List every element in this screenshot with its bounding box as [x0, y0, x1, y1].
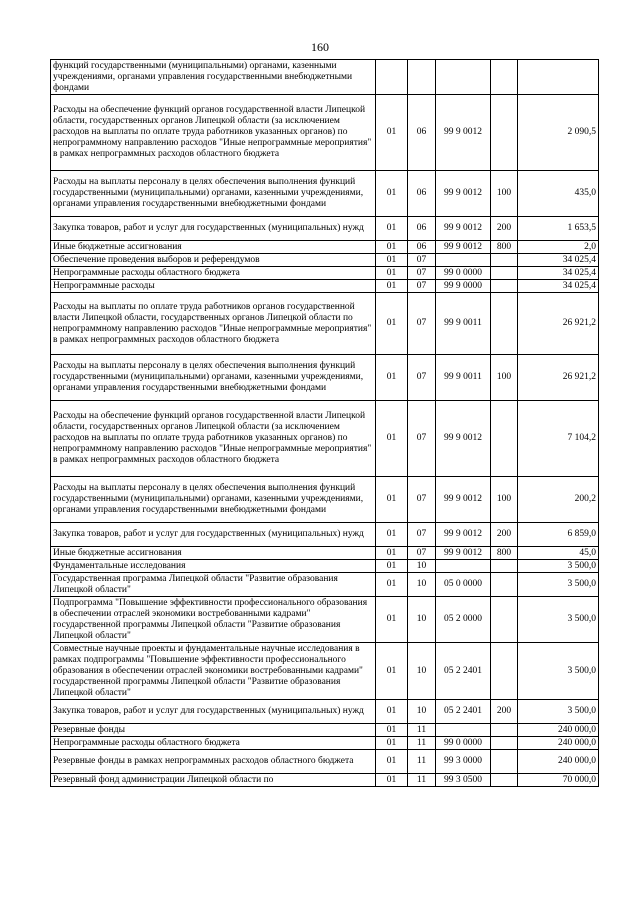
- amount-cell: 435,0: [518, 171, 599, 217]
- table-row: [51, 547, 599, 560]
- target-item-code-cell: 99 0 0000: [436, 267, 491, 280]
- expense-type-code-cell: 200: [491, 217, 518, 241]
- expense-type-code-cell: 100: [491, 355, 518, 401]
- row-name-cell: Подпрограмма "Повышение эффективности профессионального образования в обеспечении отраслей экономики востребованными кадрами" государственной программы Липецкой области "Развитие образования Липецкой области": [51, 597, 376, 643]
- row-name-cell: Резервные фонды в рамках непрограммных расходов областного бюджета: [51, 750, 376, 774]
- amount-cell: 1 653,5: [518, 217, 599, 241]
- subsection-code-cell: 10: [408, 560, 436, 573]
- amount-cell: 3 500,0: [518, 700, 599, 724]
- row-name-cell: Непрограммные расходы областного бюджета: [51, 267, 376, 280]
- subsection-code-cell: 07: [408, 523, 436, 547]
- row-name-cell: Закупка товаров, работ и услуг для государственных (муниципальных) нужд: [51, 217, 376, 241]
- row-name-cell: Закупка товаров, работ и услуг для государственных (муниципальных) нужд: [51, 700, 376, 724]
- target-item-code-cell: 99 9 0000: [436, 280, 491, 293]
- expense-type-code-cell: [491, 254, 518, 267]
- expense-type-code-cell: [491, 774, 518, 787]
- amount-cell: 70 000,0: [518, 774, 599, 787]
- section-code-cell: 01: [376, 643, 408, 700]
- table-row: [51, 241, 599, 254]
- row-name-cell: Непрограммные расходы: [51, 280, 376, 293]
- subsection-code-cell: 10: [408, 573, 436, 597]
- amount-cell: 45,0: [518, 547, 599, 560]
- row-name-cell: Обеспечение проведения выборов и референдумов: [51, 254, 376, 267]
- section-code-cell: 01: [376, 95, 408, 171]
- table-row: [51, 60, 599, 95]
- expense-type-code-cell: [491, 573, 518, 597]
- amount-cell: 240 000,0: [518, 750, 599, 774]
- target-item-code-cell: [436, 254, 491, 267]
- section-code-cell: 01: [376, 171, 408, 217]
- target-item-code-cell: [436, 560, 491, 573]
- expense-type-code-cell: 100: [491, 171, 518, 217]
- table-row: [51, 597, 599, 643]
- expense-type-code-cell: [491, 750, 518, 774]
- amount-cell: 34 025,4: [518, 267, 599, 280]
- section-code-cell: 01: [376, 724, 408, 737]
- expense-type-code-cell: [491, 643, 518, 700]
- table-row: [51, 643, 599, 700]
- table-row: [51, 217, 599, 241]
- subsection-code-cell: 07: [408, 254, 436, 267]
- section-code-cell: 01: [376, 267, 408, 280]
- target-item-code-cell: [436, 724, 491, 737]
- row-name-cell: Иные бюджетные ассигнования: [51, 547, 376, 560]
- amount-cell: [518, 60, 599, 95]
- section-code-cell: 01: [376, 700, 408, 724]
- table-row: [51, 171, 599, 217]
- row-name-cell: Резервный фонд администрации Липецкой области по: [51, 774, 376, 787]
- section-code-cell: 01: [376, 293, 408, 355]
- section-code-cell: 01: [376, 547, 408, 560]
- expense-type-code-cell: [491, 280, 518, 293]
- table-row: [51, 523, 599, 547]
- target-item-code-cell: 99 9 0012: [436, 171, 491, 217]
- section-code-cell: 01: [376, 254, 408, 267]
- row-name-cell: функций государственными (муниципальными) органами, казенными учреждениями, органами управления государственными внебюджетными фондами: [51, 60, 376, 95]
- target-item-code-cell: 99 3 0500: [436, 774, 491, 787]
- expense-type-code-cell: [491, 401, 518, 477]
- target-item-code-cell: 99 0 0000: [436, 737, 491, 750]
- subsection-code-cell: 06: [408, 171, 436, 217]
- subsection-code-cell: 06: [408, 241, 436, 254]
- target-item-code-cell: 05 2 0000: [436, 597, 491, 643]
- subsection-code-cell: 06: [408, 95, 436, 171]
- amount-cell: 3 500,0: [518, 573, 599, 597]
- subsection-code-cell: 07: [408, 477, 436, 523]
- target-item-code-cell: 05 0 0000: [436, 573, 491, 597]
- row-name-cell: Расходы на выплаты по оплате труда работников органов государственной власти Липецкой области, государственных органов Липецкой области по непрограммному направлению расходов "Иные непрограммные мероприятия" в рамках непрограммных расходов областного бюджета: [51, 293, 376, 355]
- expense-type-code-cell: [491, 95, 518, 171]
- target-item-code-cell: 99 9 0012: [436, 217, 491, 241]
- subsection-code-cell: 11: [408, 737, 436, 750]
- amount-cell: 3 500,0: [518, 643, 599, 700]
- subsection-code-cell: 07: [408, 267, 436, 280]
- section-code-cell: 01: [376, 560, 408, 573]
- subsection-code-cell: 11: [408, 774, 436, 787]
- target-item-code-cell: 99 3 0000: [436, 750, 491, 774]
- target-item-code-cell: 99 9 0012: [436, 523, 491, 547]
- target-item-code-cell: 99 9 0011: [436, 293, 491, 355]
- row-name-cell: Резервные фонды: [51, 724, 376, 737]
- target-item-code-cell: 05 2 2401: [436, 700, 491, 724]
- amount-cell: 200,2: [518, 477, 599, 523]
- subsection-code-cell: 07: [408, 401, 436, 477]
- table-row: [51, 267, 599, 280]
- table-row: [51, 724, 599, 737]
- table-row: [51, 254, 599, 267]
- amount-cell: 26 921,2: [518, 293, 599, 355]
- table-row: [51, 280, 599, 293]
- subsection-code-cell: 07: [408, 547, 436, 560]
- subsection-code-cell: 07: [408, 355, 436, 401]
- section-code-cell: 01: [376, 737, 408, 750]
- row-name-cell: Расходы на обеспечение функций органов государственной власти Липецкой области, государственных органов Липецкой области (за исключением расходов на выплаты по оплате труда работников указанных органов) по непрограммному направлению расходов "Иные непрограммные мероприятия" в рамках непрограммных расходов областного бюджета: [51, 401, 376, 477]
- row-name-cell: Расходы на выплаты персоналу в целях обеспечения выполнения функций государственными (муниципальными) органами, казенными учреждениями, органами управления государственными внебюджетными фондами: [51, 171, 376, 217]
- section-code-cell: 01: [376, 597, 408, 643]
- section-code-cell: [376, 60, 408, 95]
- section-code-cell: 01: [376, 280, 408, 293]
- expense-type-code-cell: 200: [491, 700, 518, 724]
- section-code-cell: 01: [376, 355, 408, 401]
- subsection-code-cell: 10: [408, 643, 436, 700]
- section-code-cell: 01: [376, 523, 408, 547]
- subsection-code-cell: 07: [408, 280, 436, 293]
- target-item-code-cell: 99 9 0012: [436, 547, 491, 560]
- target-item-code-cell: 99 9 0012: [436, 477, 491, 523]
- target-item-code-cell: 99 9 0011: [436, 355, 491, 401]
- target-item-code-cell: 99 9 0012: [436, 241, 491, 254]
- table-row: [51, 737, 599, 750]
- expense-type-code-cell: 100: [491, 477, 518, 523]
- target-item-code-cell: 05 2 2401: [436, 643, 491, 700]
- target-item-code-cell: 99 9 0012: [436, 95, 491, 171]
- section-code-cell: 01: [376, 750, 408, 774]
- subsection-code-cell: 10: [408, 597, 436, 643]
- expense-type-code-cell: [491, 560, 518, 573]
- amount-cell: 240 000,0: [518, 724, 599, 737]
- target-item-code-cell: 99 9 0012: [436, 401, 491, 477]
- row-name-cell: Иные бюджетные ассигнования: [51, 241, 376, 254]
- row-name-cell: Закупка товаров, работ и услуг для государственных (муниципальных) нужд: [51, 523, 376, 547]
- table-row: [51, 573, 599, 597]
- table-row: [51, 293, 599, 355]
- amount-cell: 34 025,4: [518, 254, 599, 267]
- expense-type-code-cell: [491, 737, 518, 750]
- amount-cell: 2 090,5: [518, 95, 599, 171]
- expense-type-code-cell: 200: [491, 523, 518, 547]
- section-code-cell: 01: [376, 217, 408, 241]
- expense-type-code-cell: [491, 724, 518, 737]
- amount-cell: 6 859,0: [518, 523, 599, 547]
- expense-type-code-cell: 800: [491, 241, 518, 254]
- expense-type-code-cell: [491, 293, 518, 355]
- row-name-cell: Расходы на выплаты персоналу в целях обеспечения выполнения функций государственными (муниципальными) органами, казенными учреждениями, органами управления государственными внебюджетными фондами: [51, 477, 376, 523]
- section-code-cell: 01: [376, 477, 408, 523]
- table-row: [51, 750, 599, 774]
- table-row: [51, 700, 599, 724]
- table-row: [51, 560, 599, 573]
- table-row: [51, 355, 599, 401]
- subsection-code-cell: 06: [408, 217, 436, 241]
- page-number: 160: [311, 40, 329, 54]
- section-code-cell: 01: [376, 573, 408, 597]
- amount-cell: 34 025,4: [518, 280, 599, 293]
- amount-cell: 3 500,0: [518, 560, 599, 573]
- table-row: [51, 401, 599, 477]
- row-name-cell: Непрограммные расходы областного бюджета: [51, 737, 376, 750]
- row-name-cell: Совместные научные проекты и фундаментальные научные исследования в рамках подпрограммы "Повышение эффективности профессионального образования в обеспечении отраслей экономики востребованными кадрами" государственной программы Липецкой области "Развитие образования Липецкой области": [51, 643, 376, 700]
- section-code-cell: 01: [376, 774, 408, 787]
- table-row: [51, 95, 599, 171]
- budget-table-body: [51, 60, 599, 787]
- target-item-code-cell: [436, 60, 491, 95]
- row-name-cell: Фундаментальные исследования: [51, 560, 376, 573]
- amount-cell: 7 104,2: [518, 401, 599, 477]
- amount-cell: 240 000,0: [518, 737, 599, 750]
- expense-type-code-cell: [491, 60, 518, 95]
- table-row: [51, 774, 599, 787]
- section-code-cell: 01: [376, 401, 408, 477]
- row-name-cell: Расходы на обеспечение функций органов государственной власти Липецкой области, государственных органов Липецкой области (за исключением расходов на выплаты по оплате труда работников указанных органов) по непрограммному направлению расходов "Иные непрограммные мероприятия" в рамках непрограммных расходов областного бюджета: [51, 95, 376, 171]
- table-row: [51, 477, 599, 523]
- subsection-code-cell: 07: [408, 293, 436, 355]
- subsection-code-cell: 10: [408, 700, 436, 724]
- expense-type-code-cell: [491, 597, 518, 643]
- subsection-code-cell: 11: [408, 724, 436, 737]
- row-name-cell: Государственная программа Липецкой области "Развитие образования Липецкой области": [51, 573, 376, 597]
- row-name-cell: Расходы на выплаты персоналу в целях обеспечения выполнения функций государственными (муниципальными) органами, казенными учреждениями, органами управления государственными внебюджетными фондами: [51, 355, 376, 401]
- budget-table: [50, 59, 599, 787]
- amount-cell: 2,0: [518, 241, 599, 254]
- expense-type-code-cell: [491, 267, 518, 280]
- expense-type-code-cell: 800: [491, 547, 518, 560]
- amount-cell: 3 500,0: [518, 597, 599, 643]
- amount-cell: 26 921,2: [518, 355, 599, 401]
- subsection-code-cell: [408, 60, 436, 95]
- subsection-code-cell: 11: [408, 750, 436, 774]
- section-code-cell: 01: [376, 241, 408, 254]
